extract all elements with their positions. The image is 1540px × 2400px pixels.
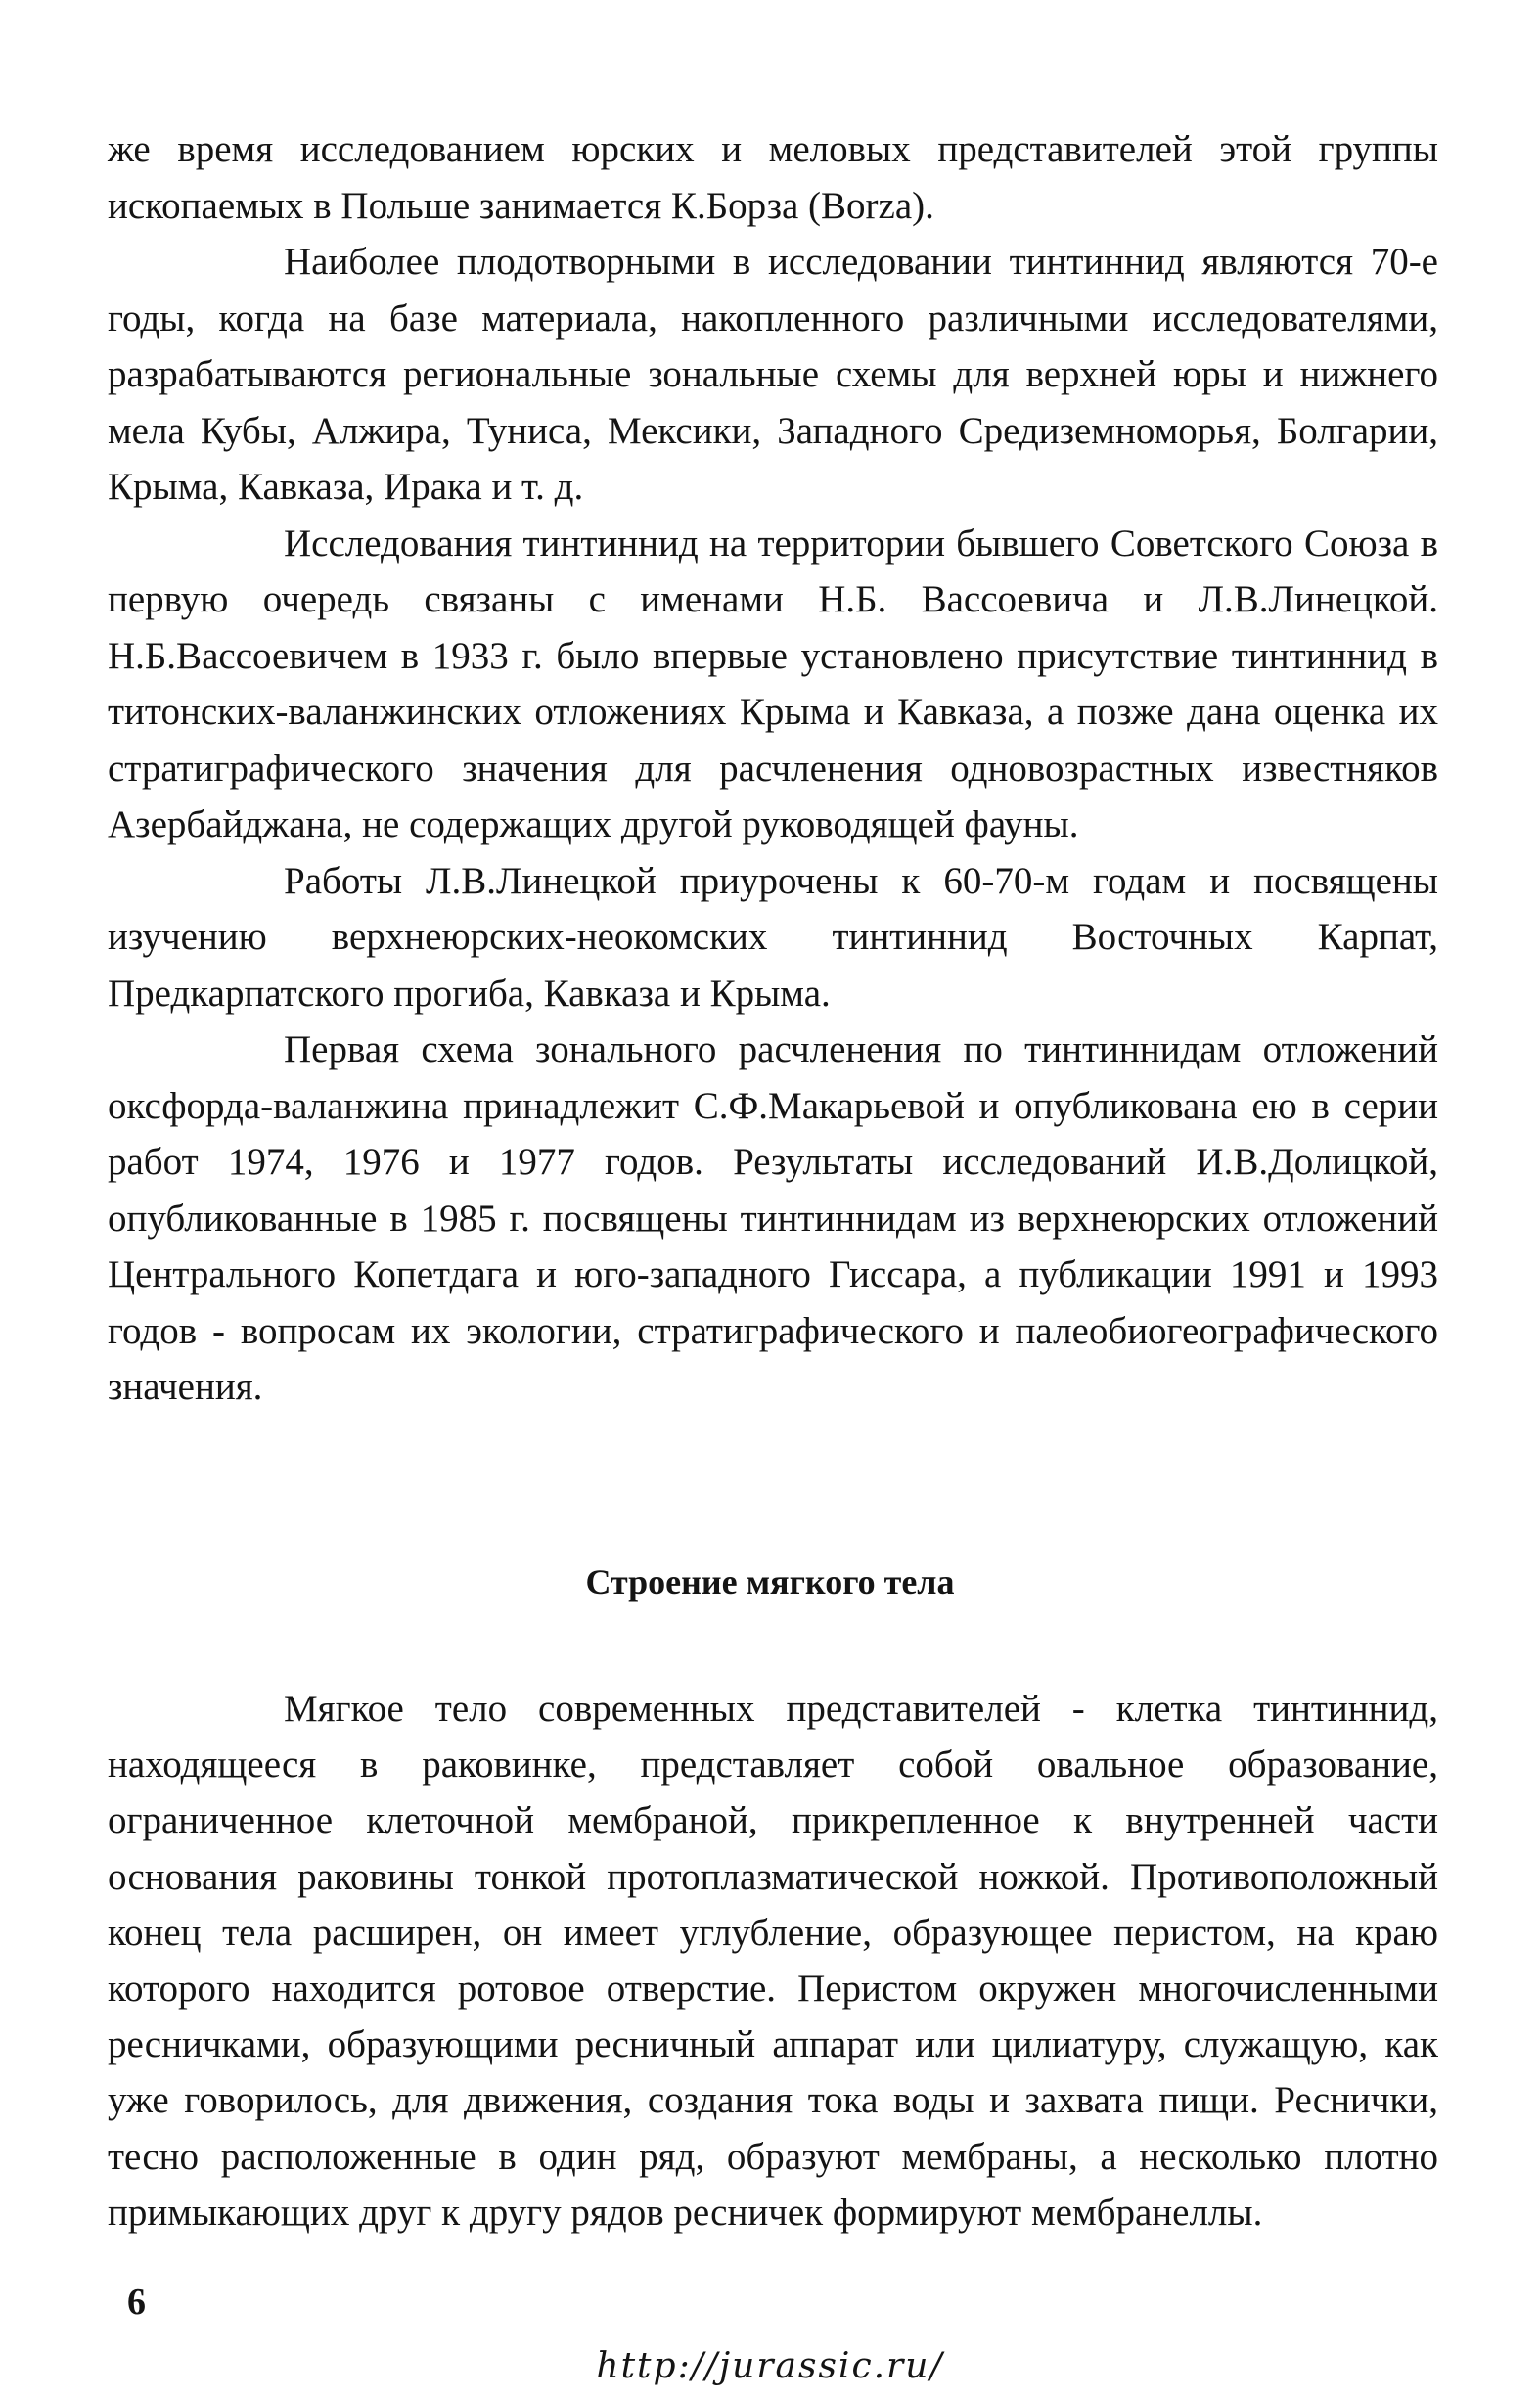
paragraph: Работы Л.В.Линецкой приурочены к 60-70-м годам и посвящены изучению верхнеюрских-неокомских тинтиннид Восточных Карпат, Предкарпатского прогиба, Кавказа и Крыма. xyxy=(108,859,1438,1015)
top-text-block xyxy=(108,121,1438,1416)
paragraph: Исследования тинтиннид на территории бывшего Советского Союза в первую очередь связаны с именами Н.Б. Вассоевича и Л.В.Линецкой. Н.Б.Вассоевичем в 1933 г. было впервые установлено присутствие тинтиннид в титонских-валанжинских отложениях Крыма и Кавказа, а позже дана оценка их стратиграфического значения для расчленения одновозрастных известняков Азербайджана, не содержащих другой руководящей фауны. xyxy=(108,521,1438,845)
paragraph: Первая схема зонального расчленения по тинтиннидам отложений оксфорда-валанжина принадлежит С.Ф.Макарьевой и опубликована ею в серии работ 1974, 1976 и 1977 годов. Результаты исследований И.В.Долицкой, опубликованные в 1985 г. посвящены тинтиннидам из верхнеюрских отложений Центрального Копетдага и юго-западного Гиссара, а публикации 1991 и 1993 годов - вопросам их экологии, стратиграфического и палеобиогеографического значения. xyxy=(108,1028,1438,1408)
paragraph-continuation: же время исследованием юрских и меловых представителей этой группы ископаемых в Польше занимается К.Борза (Borza). xyxy=(108,128,1438,227)
paragraph: Мягкое тело современных представителей - клетка тинтиннид, находящееся в раковинке, представляет собой овальное образование, ограниченное клеточной мембраной, прикрепленное к внутренней части основания раковины тонкой протоплазматической ножкой. Противоположный конец тела расширен, он имеет углубление, образующее перистом, на краю которого находится ротовое отверстие. Перистом окружен многочисленными ресничками, образующими ресничный аппарат или цилиатуру, служащую, как уже говорилось, для движения, создания тока воды и захвата пищи. Реснички, тесно расположенные в один ряд, образуют мембраны, а несколько плотно примыкающих друг к другу рядов ресничек формируют мембранеллы. xyxy=(108,1688,1438,2234)
paragraph: Наиболее плодотворными в исследовании тинтиннид являются 70-е годы, когда на базе материала, накопленного различными исследователями, разрабатываются региональные зональные схемы для верхней юры и нижнего мела Кубы, Алжира, Туниса, Мексики, Западного Средиземноморья, Болгарии, Крыма, Кавказа, Ирака и т. д. xyxy=(108,241,1438,508)
bottom-text-block xyxy=(108,1681,1438,2241)
footer-url-link[interactable]: http://jurassic.ru/ xyxy=(596,2346,944,2386)
page-number: 6 xyxy=(127,2282,146,2323)
section-heading: Строение мягкого тела xyxy=(585,1562,955,1602)
